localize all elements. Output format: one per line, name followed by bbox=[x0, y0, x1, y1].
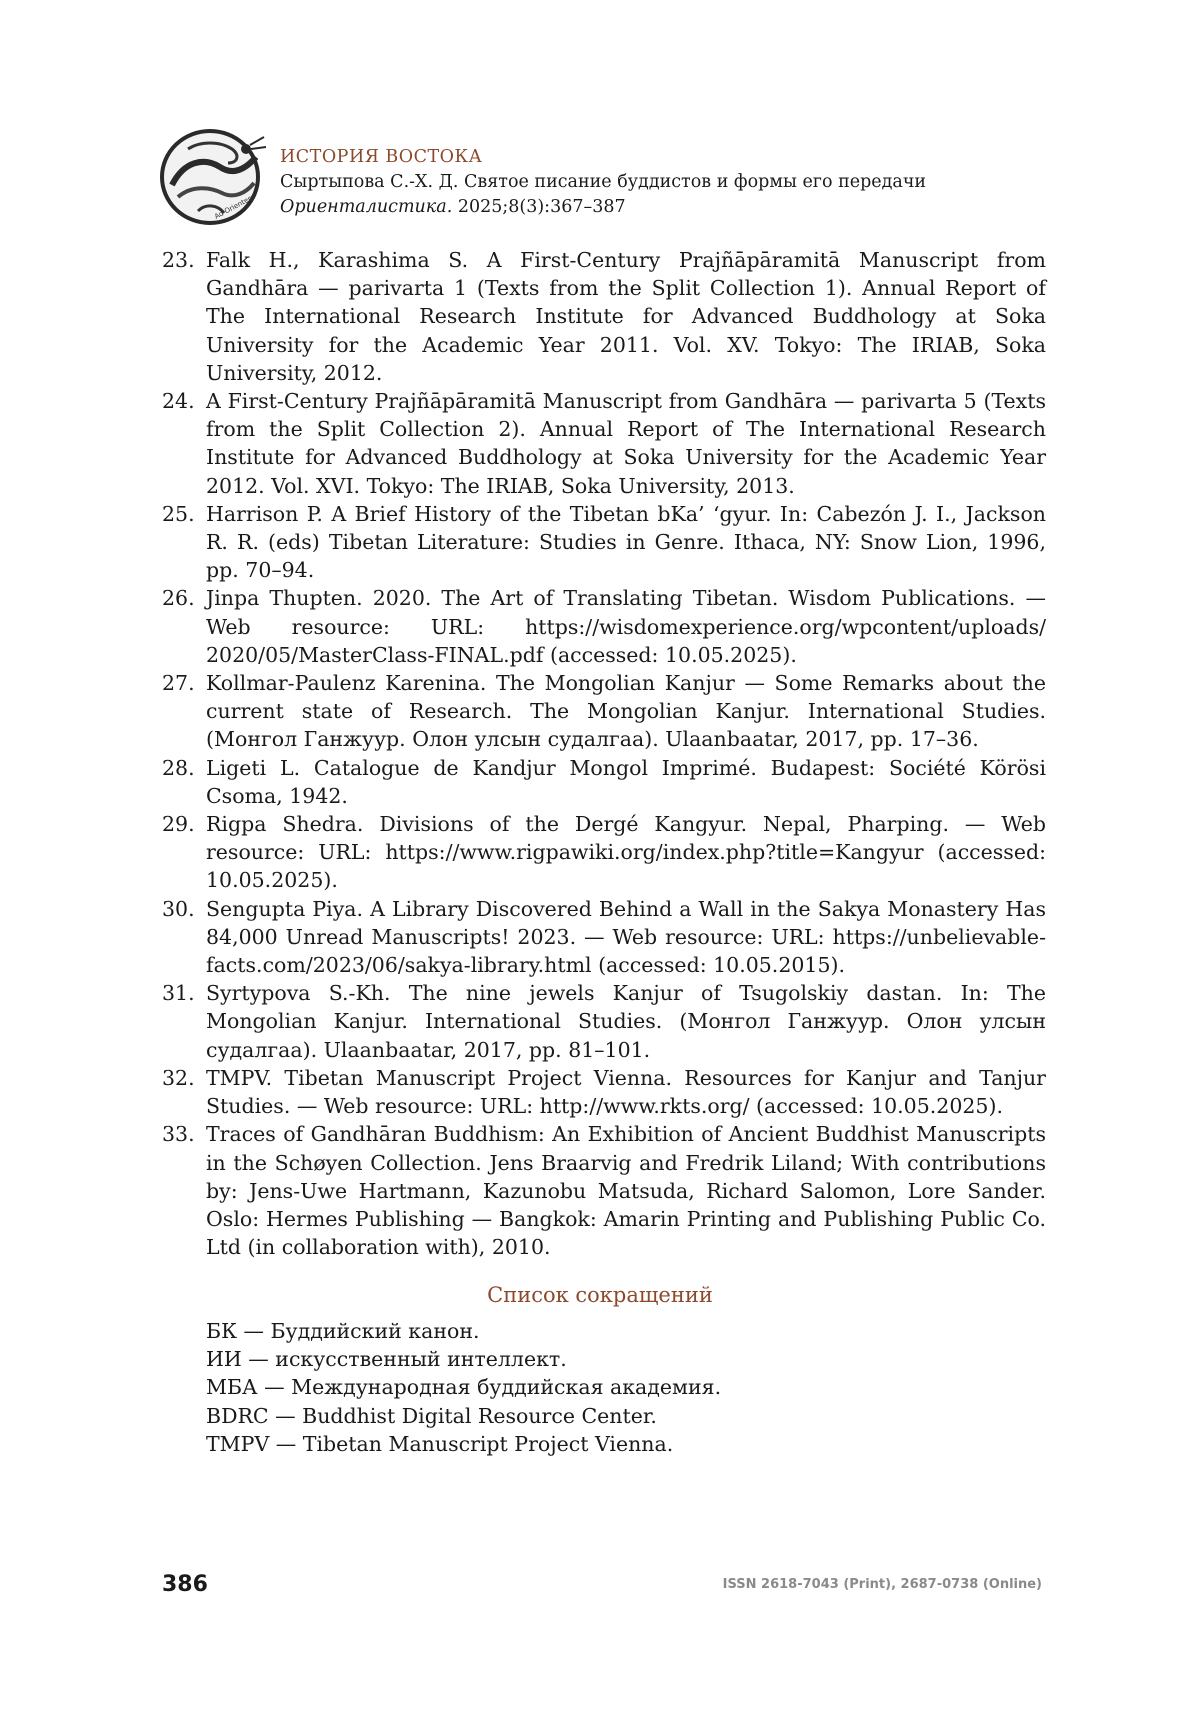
reference-item bbox=[162, 1064, 1046, 1120]
reference-number: 33. bbox=[162, 1122, 195, 1147]
abbreviation-item: BDRC — Buddhist Digital Resource Center. bbox=[206, 1403, 657, 1428]
journal-logo bbox=[158, 127, 270, 227]
reference-text: Syrtypova S.-Kh. The nine jewels Kanjur of Tsugolskiy dastan. In: The Mongolian Kanjur. International Studies. (Монгол Ганжуур. Олон улсын судалгаа). Ulaanbaatar, 2017, pp. 81–101. bbox=[206, 981, 1046, 1062]
journal-title: ИСТОРИЯ ВОСТОКА bbox=[280, 147, 483, 167]
reference-item bbox=[162, 1120, 1046, 1261]
reference-number: 29. bbox=[162, 812, 195, 837]
reference-number: 26. bbox=[162, 586, 195, 611]
page-number: 386 bbox=[162, 1572, 208, 1597]
running-header bbox=[158, 127, 1058, 227]
reference-list bbox=[162, 246, 1046, 1261]
abbreviation-item: МБА — Международная буддийская академия. bbox=[206, 1375, 722, 1400]
abbreviation-item: TMPV — Tibetan Manuscript Project Vienna. bbox=[206, 1431, 674, 1456]
article-title: Сыртыпова С.-Х. Д. Святое писание буддистов и формы его передачи bbox=[280, 172, 927, 192]
abbreviations-list bbox=[206, 1317, 721, 1458]
reference-item bbox=[162, 895, 1046, 980]
reference-item bbox=[162, 669, 1046, 754]
reference-text: Jinpa Thupten. 2020. The Art of Translating Tibetan. Wisdom Publications. — Web resource: URL: https://wisdomexperience.org/wpcontent/uploads/ 2020/05/MasterClass-FINAL.pdf (accessed: 10.05.2025). bbox=[206, 586, 1046, 667]
reference-number: 23. bbox=[162, 248, 195, 272]
reference-text: Rigpa Shedra. Divisions of the Dergé Kangyur. Nepal, Pharping. — Web resource: URL: https://www.rigpawiki.org/index.php?title=Kangyur (accessed: 10.05.2025). bbox=[206, 812, 1046, 893]
citation-details: 2025;8(3):367–387 bbox=[452, 197, 626, 217]
issn: ISSN 2618-7043 (Print), 2687-0738 (Online) bbox=[722, 1577, 1042, 1592]
abbreviations-heading: Список сокращений bbox=[487, 1283, 713, 1307]
reference-item bbox=[162, 387, 1046, 500]
reference-number: 25. bbox=[162, 501, 195, 526]
reference-number: 31. bbox=[162, 981, 195, 1006]
reference-number: 27. bbox=[162, 671, 195, 696]
reference-item bbox=[162, 500, 1046, 585]
reference-text: A First-Century Prajñāpāramitā Manuscript from Gandhāra — parivarta 5 (Texts from the Split Collection 2). Annual Report of The International Research Institute for Advanced Buddhology at Soka University for the Academic Year 2012. Vol. XVI. Tokyo: The IRIAB, Soka University, 2013. bbox=[206, 389, 1046, 498]
reference-item bbox=[162, 810, 1046, 895]
reference-text: Falk H., Karashima S. A First-Century Prajñāpāramitā Manuscript from Gandhāra — parivarta 1 (Texts from the Split Collection 1). Annual Report of The International Research Institute for Advanced Buddhology at Soka University for the Academic Year 2011. Vol. XV. Tokyo: The IRIAB, Soka University, 2012. bbox=[206, 248, 1046, 385]
reference-number: 32. bbox=[162, 1065, 195, 1090]
reference-item bbox=[162, 246, 1046, 387]
reference-item bbox=[162, 584, 1046, 669]
reference-item bbox=[162, 754, 1046, 810]
reference-text: Kollmar-Paulenz Karenina. The Mongolian Kanjur — Some Remarks about the current state of Research. The Mongolian Kanjur. International Studies. (Монгол Ганжуур. Олон улсын судалгаа). Ulaanbaatar, 2017, pp. 17–36. bbox=[206, 671, 1046, 752]
reference-text: TMPV. Tibetan Manuscript Project Vienna. Resources for Kanjur and Tanjur Studies. — Web resource: URL: http://www.rkts.org/ (accessed: 10.05.2025). bbox=[206, 1065, 1046, 1119]
abbreviation-item: БК — Буддийский канон. bbox=[206, 1319, 480, 1343]
reference-text: Traces of Gandhāran Buddhism: An Exhibition of Ancient Buddhist Manuscripts in the Schøyen Collection. Jens Braarvig and Fredrik Liland; With contributions by: Jens-Uwe Hartmann, Kazunobu Matsuda, Richard Salomon, Lore Sander. Oslo: Hermes Publishing — Bangkok: Amarin Printing and Publishing Public Co. Ltd (in collaboration with), 2010. bbox=[206, 1122, 1046, 1260]
svg-text:Ad Orientem: Ad Orientem bbox=[213, 192, 257, 221]
citation bbox=[280, 195, 926, 220]
reference-item bbox=[162, 979, 1046, 1064]
reference-number: 30. bbox=[162, 896, 195, 921]
abbreviation-item: ИИ — искусственный интеллект. bbox=[206, 1347, 567, 1372]
reference-number: 28. bbox=[162, 755, 195, 780]
reference-text: Ligeti L. Catalogue de Kandjur Mongol Imprimé. Budapest: Société Körösi Csoma, 1942. bbox=[206, 755, 1046, 808]
citation-journal: Ориенталистика. bbox=[280, 197, 453, 217]
reference-number: 24. bbox=[162, 389, 195, 414]
reference-text: Sengupta Piya. A Library Discovered Behind a Wall in the Sakya Monastery Has 84,000 Unread Manuscripts! 2023. — Web resource: URL: https://unbelievable-facts.com/2023/06/sakya-library.html (accessed: 10.05.2015). bbox=[206, 896, 1046, 978]
reference-text: Harrison P. A Brief History of the Tibetan bKa’ ‘gyur. In: Cabezón J. I., Jackson R. R. (eds) Tibetan Literature: Studies in Genre. Ithaca, NY: Snow Lion, 1996, pp. 70–94. bbox=[206, 501, 1046, 583]
